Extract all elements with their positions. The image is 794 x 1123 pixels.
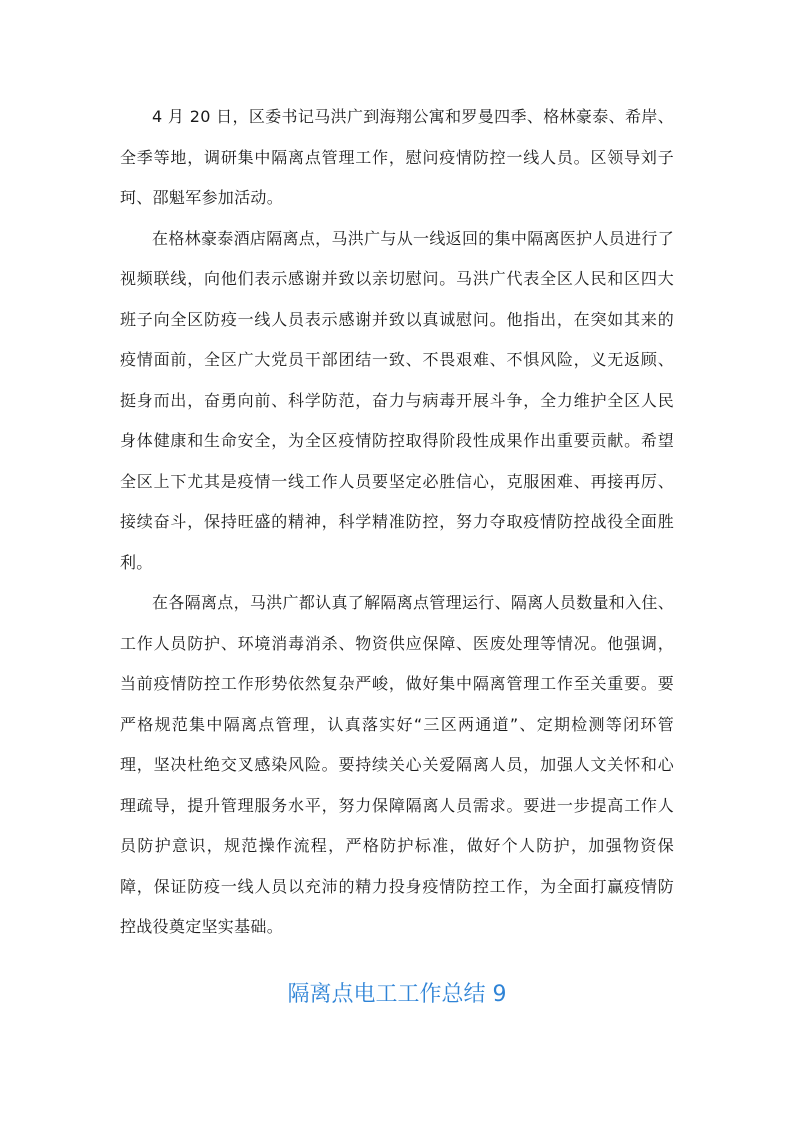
paragraph-3: 在各隔离点，马洪广都认真了解隔离点管理运行、隔离人员数量和入住、工作人员防护、环境消毒消杀、物资供应保障、医废处理等情况。他强调，当前疫情防控工作形势依然复杂严峻，做好集中隔离管理工作至关重要。要严格规范集中隔离点管理，认真落实好“三区两通道”、定期检测等闭环管理，坚决杜绝交叉感染风险。要持续关心关爱隔离人员，加强人文关怀和心理疏导，提升管理服务水平，努力保障隔离人员需求。要进一步提高工作人员防护意识，规范操作流程，严格防护标准，做好个人防护，加强物资保障，保证防疫一线人员以充沛的精力投身疫情防控工作，为全面打赢疫情防控战役奠定坚实基础。 [120, 593, 674, 936]
document-body [120, 97, 674, 948]
paragraph-2: 在格林豪泰酒店隔离点，马洪广与从一线返回的集中隔离医护人员进行了视频联线，向他们表示感谢并致以亲切慰问。马洪广代表全区人民和区四大班子向全区防疫一线人员表示感谢并致以真诚慰问。他指出，在突如其来的疫情面前，全区广大党员干部团结一致、不畏艰难、不惧风险，义无返顾、挺身而出，奋勇向前、科学防范，奋力与病毒开展斗争，全力维护全区人民身体健康和生命安全，为全区疫情防控取得阶段性成果作出重要贡献。希望全区上下尤其是疫情一线工作人员要坚定必胜信心，克服困难、再接再厉、接续奋斗，保持旺盛的精神，科学精准防控，努力夺取疫情防控战役全面胜利。 [120, 228, 674, 572]
section-heading: 隔离点电工工作总结 9 [287, 982, 507, 1007]
paragraph-1: 4 月 20 日，区委书记马洪广到海翔公寓和罗曼四季、格林豪泰、希岸、全季等地，调研集中隔离点管理工作，慰问疫情防控一线人员。区领导刘子珂、邵魁军参加活动。 [120, 107, 674, 207]
